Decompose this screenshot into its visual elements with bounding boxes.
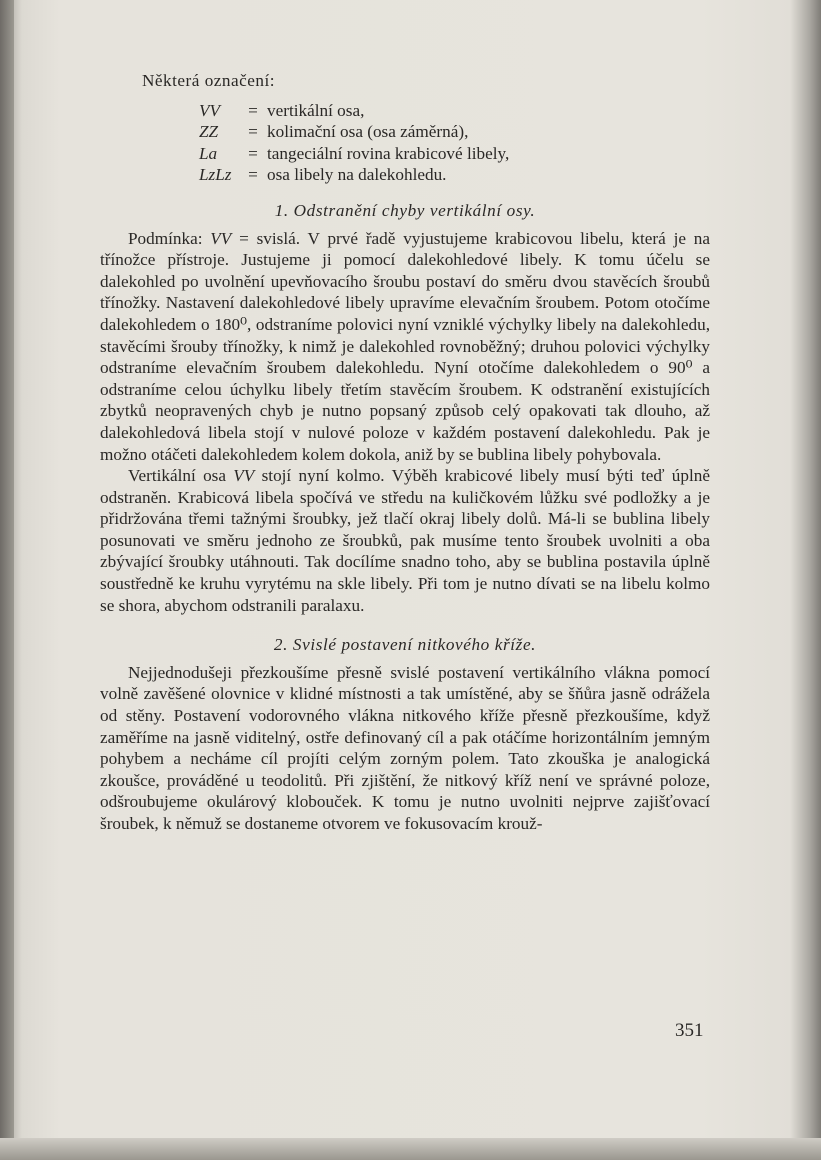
page-number: 351 bbox=[675, 1020, 704, 1041]
abbreviation-description: kolimační osa (osa záměrná), bbox=[267, 122, 469, 142]
paragraph-lead: Vertikální osa bbox=[128, 466, 234, 486]
section-1-paragraph-2 bbox=[100, 465, 710, 616]
abbreviation-row bbox=[199, 164, 710, 186]
abbreviation-description: tangeciální rovina krabicové libely, bbox=[267, 143, 510, 163]
abbreviation-description: osa libely na dalekohledu. bbox=[267, 165, 447, 185]
abbreviation-row bbox=[199, 143, 710, 165]
equals-sign: = bbox=[248, 100, 258, 120]
section-2-paragraph-1: Nejjednodušeji přezkoušíme přesně svislé postavení vertikálního vlákna pomocí volně zavěšené olovnice v klidné místnosti a tak umístěné, aby se šňůra jasně odrážela od stěny. Postavení vodorovného vlákna nitkového kříže přesně přezkoušíme, když zaměříme na jasně viditelný, ostře definovaný cíl a pak otáčíme horizontálním jemným pohybem a necháme cíl projíti celým zorným polem. Tato zkouška je analogická zkoušce, prováděné u teodolitů. Při zjištění, že nitkový kříž není ve správné poloze, odšroubujeme okulárový klobouček. K tomu je nutno uvolniti nejprve zajišťovací šroubek, k němuž se dostaneme otvorem ve fokusovacím krouž- bbox=[100, 662, 710, 833]
page-text bbox=[100, 70, 710, 835]
abbreviation-symbol: ZZ bbox=[199, 122, 219, 142]
equals-sign: = bbox=[248, 122, 258, 142]
section-2-title: 2. Svislé postavení nitkového kříže. bbox=[273, 635, 537, 655]
abbreviation-list bbox=[100, 100, 710, 186]
page-bottom-edge bbox=[0, 1138, 821, 1160]
abbreviation-symbol: LzLz bbox=[199, 165, 232, 185]
equals-sign: = bbox=[248, 143, 258, 163]
abbreviation-symbol: La bbox=[199, 143, 218, 163]
inline-symbol: VV bbox=[210, 228, 232, 248]
intro-label: Některá označení: bbox=[142, 71, 276, 90]
abbreviation-row bbox=[199, 121, 710, 143]
paragraph-lead: Podmínka: bbox=[128, 228, 211, 248]
paragraph-body: stojí nyní kolmo. Výběh krabicové libely musí býti teď úplně odstraněn. Krabicová libela spočívá ve středu na kuličkovém lůžku své podložky a je přidržována třemi tažnými šroubky, jež tlačí okraj libely dolů. Má-li se bublina libely posunovati ve směru jednoho ze šroubků, pak musíme tento šroubek uvolniti a oba zbývající šroubky utáhnouti. Tak docílíme snadno toho, aby se bublina postavila úplně soustředně ke kruhu vyrytému na skle libely. Při tom je nutno dívati se na libelu kolmo se shora, abychom odstranili paralaxu. bbox=[100, 466, 710, 615]
paragraph-body: = svislá. V prvé řadě vyjustujeme krabicovou libelu, která je na třínožce přístroje. Justujeme ji pomocí dalekohledové libely. K tomu účelu se dalekohled po uvolnění upevňovacího šroubu postaví do směru dvou stavěcích šroubů třínožky. Nastavení dalekohledové libely upravíme elevačním šroubem. Potom otočíme dalekohledem o 180⁰, odstraníme polovici nyní vzniklé výchylky libely na dalekohledu, stavěcími šrouby třínožky, k nimž je dalekohled rovnoběžný; druhou polovici výchylky odstraníme elevačním šroubem dalekohledu. Nyní otočíme dalekohledem o 90⁰ a odstraníme celou úchylku libely třetím stavěcím šroubem. K odstranění existujících zbytků neopravených chyb je nutno popsaný způsob celý opakovati tak dlouho, až dalekohledová libela stojí v nulové poloze v každém postavení dalekohledu. Pak je možno otáčeti dalekohledem kolem dokola, aniž by se bublina libely pohybovala. bbox=[100, 228, 711, 464]
abbreviation-row bbox=[199, 100, 710, 122]
section-1-title: 1. Odstranění chyby vertikální osy. bbox=[274, 200, 536, 220]
inline-symbol: VV bbox=[233, 466, 255, 486]
section-1-paragraph-1 bbox=[100, 228, 710, 466]
book-binding-shadow bbox=[0, 0, 14, 1160]
abbreviation-symbol: VV bbox=[199, 100, 220, 120]
equals-sign: = bbox=[248, 165, 258, 185]
abbreviation-description: vertikální osa, bbox=[267, 100, 365, 120]
